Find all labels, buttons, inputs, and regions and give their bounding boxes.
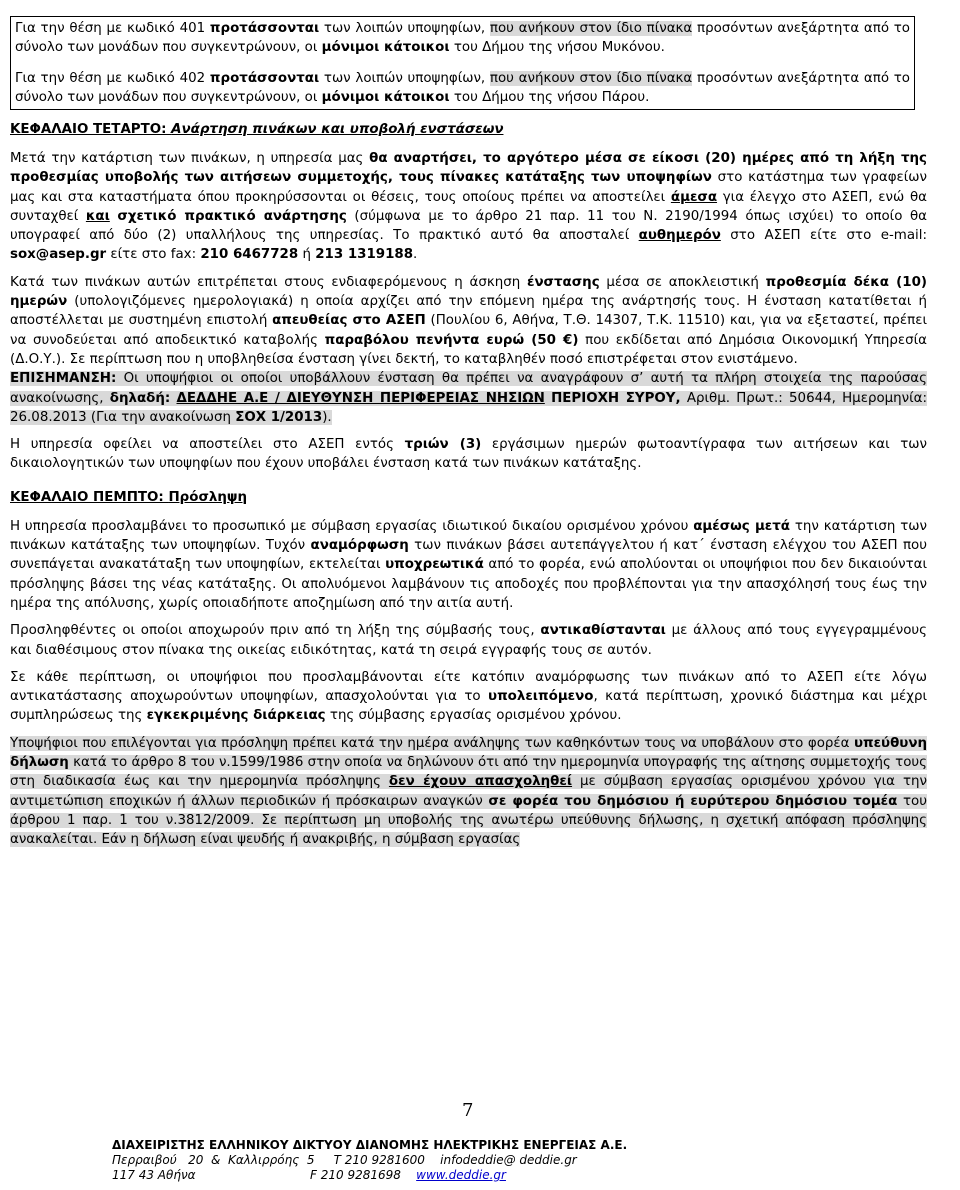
text: με άλλους από τους εγγεγραμμένους και διαθέσιμους στον πίνακα της οικείας ειδικότητας, κατά τη σειρά εγγραφής τους σε αυτόν. — [10, 623, 927, 658]
text: προθεσμία δέκα (10) ημερών — [10, 274, 928, 310]
text: του Δήμου της νήσου Πάρου. — [449, 90, 650, 105]
text: ΣΟΧ 1/2013 — [235, 409, 323, 425]
text: και — [85, 208, 110, 224]
text: αντικαθίστανται — [540, 623, 666, 639]
chapter-5-paragraph-1 — [10, 517, 927, 613]
chapter-5-paragraph-4 — [10, 734, 927, 850]
text: (υπολογιζόμενες ημερολογιακά) η οποία αρχίζει από την επόμενη ημέρα της ανάρτησής τους. Η ένσταση κατατίθεται ή αποστέλλεται με συστημένη επιστολή — [10, 294, 927, 329]
priority-401-paragraph — [15, 19, 910, 57]
text: ΚΕΦΑΛΑΙΟ ΠΕΜΠΤΟ: — [10, 489, 169, 505]
text: δεν έχουν απασχοληθεί — [388, 774, 573, 790]
text: Σε κάθε περίπτωση, οι υποψήφιοι που προσλαμβάνονται είτε κατόπιν αναμόρφωσης των πινάκων από το ΑΣΕΠ είτε λόγω αντικατάστασης αποχωρούντων υποψηφίων, απασχολούνται για το — [10, 669, 927, 705]
text: 117 43 Αθήνα F 210 9281698 — [112, 1168, 417, 1182]
text: Κατά των πινάκων αυτών επιτρέπεται στους ενδιαφερόμενους η άσκηση — [10, 274, 527, 290]
text: , κατά περίπτωση, χρονικό διάστημα και μέχρι συμπληρώσεως της — [10, 689, 927, 724]
text: είτε στο fax: — [106, 247, 201, 263]
footer-address-line-1: Περραιβού 20 & Καλλιρρόης 5 Τ 210 9281600 infodeddie@ deddie.gr — [112, 1153, 577, 1167]
text: Για την θέση με κωδικό 402 — [15, 71, 210, 86]
text: Πρόσληψη — [168, 489, 248, 505]
priority-box — [10, 16, 915, 110]
chapter-4-paragraph-1 — [10, 149, 927, 265]
text: εγκεκριμένης διάρκειας — [146, 708, 326, 724]
text: θα αναρτήσει, το αργότερο μέσα σε είκοσι (20) ημέρες από τη λήξη της προθεσμίας υποβολής των αιτήσεων συμμετοχής, τους πίνακες κατάταξης των υποψηφίων — [10, 151, 927, 186]
text: απευθείας στο ΑΣΕΠ — [272, 313, 426, 329]
text: σχετικό πρακτικό ανάρτησης — [117, 208, 347, 224]
text: Για την θέση με κωδικό 401 — [15, 21, 210, 36]
text: υπολειπόμενο — [488, 689, 594, 705]
text: που ανήκουν στον ίδιο πίνακα — [489, 71, 693, 86]
text: ή — [298, 247, 316, 263]
text: Ανάρτηση πινάκων και υποβολή ενστάσεων — [171, 122, 504, 137]
text: ΠΕΡΙΟΧΗ ΣΥΡΟΥ, — [551, 390, 681, 406]
text: αυθημερόν — [638, 228, 721, 244]
text: αμέσως μετά — [693, 518, 790, 534]
document-page — [10, 0, 927, 858]
text: άμεσα — [670, 189, 718, 205]
text: προσόντων ανεξάρτητα από το σύνολο των μονάδων που συγκεντρώνουν, οι — [15, 71, 911, 105]
text: Η υπηρεσία οφείλει να αποστείλει στο ΑΣΕΠ εντός — [10, 437, 405, 453]
text: Αριθμ. Πρωτ.: 50644, Ημερομηνία: 26.08.2013 (Για την ανακοίνωση — [10, 390, 927, 425]
chapter-4-paragraph-4 — [10, 435, 927, 474]
text: μέσα σε αποκλειστική — [599, 274, 766, 290]
chapter-5-paragraph-2 — [10, 621, 927, 660]
email-text: sox@asep.gr — [10, 247, 107, 263]
text: δηλαδή: — [109, 390, 171, 406]
chapter-5-heading — [10, 488, 927, 507]
chapter-5-paragraph-3 — [10, 668, 927, 726]
footer-organization: ΔΙΑΧΕΙΡΙΣΤΗΣ ΕΛΛΗΝΙΚΟΥ ΔΙΚΤΥΟΥ ΔΙΑΝΟΜΗΣ ΗΛΕΚΤΡΙΚΗΣ ΕΝΕΡΓΕΙΑΣ Α.Ε. — [112, 1138, 628, 1152]
text: υπεύθυνη δήλωση — [10, 735, 927, 771]
text: από το φορέα, ενώ απολύονται οι υποψήφιοι που δεν δικαιούνται πρόσληψης βάσει της νέας κατάταξης. Οι απολυόμενοι λαμβάνουν τις αποδοχές που προβλέπονται για την απασχόλησή τους έως την ημέρα της απόλυσης, χωρίς οποιαδήποτε αποζημίωση από την αιτία αυτή. — [10, 557, 927, 611]
text: μόνιμοι κάτοικοι — [321, 40, 450, 55]
priority-402-paragraph — [15, 69, 910, 107]
text: (Πουλίου 6, Αθήνα, Τ.Θ. 14307, Τ.Κ. 11510) και, για να εξεταστεί, πρέπει να συνοδεύεται από αποδεικτικό καταβολής — [10, 313, 927, 348]
chapter-4-paragraph-2 — [10, 273, 927, 369]
text: ένστασης — [526, 274, 600, 290]
text: Η υπηρεσία προσλαμβάνει το προσωπικό με σύμβαση εργασίας ιδιωτικού δικαίου ορισμένου χρόνου — [10, 518, 694, 534]
text: ). — [322, 409, 332, 425]
website-link[interactable]: www.deddie.gr — [416, 1168, 506, 1182]
text: προτάσσονται — [209, 21, 320, 36]
text: της σύμβασης εργασίας ορισμένου χρόνου. — [325, 708, 622, 724]
text: για έλεγχο στο ΑΣΕΠ, ενώ θα συνταχθεί — [10, 189, 927, 224]
text: ΚΕΦΑΛΑΙΟ ΤΕΤΑΡΤΟ: — [10, 122, 172, 137]
text: τριών (3) — [404, 437, 482, 453]
text: σε φορέα του δημόσιου ή ευρύτερου δημόσιου τομέα — [488, 793, 898, 809]
text: των λοιπών υποψηφίων, — [319, 21, 490, 36]
text: Προσληφθέντες οι οποίοι αποχωρούν πριν από τη λήξη της σύμβασής τους, — [10, 623, 541, 639]
page-number: 7 — [462, 1100, 474, 1121]
text: (σύμφωνα με το άρθρο 21 παρ. 11 του Ν. 2190/1994 όπως ισχύει) το οποίο θα υπογραφεί από δύο (2) υπαλλήλους της υπηρεσίας. Το πρακτικό αυτό θα αποσταλεί — [10, 208, 927, 244]
text: . — [413, 247, 418, 263]
text: εργάσιμων ημερών φωτοαντίγραφα των αιτήσεων και των δικαιολογητικών των υποψηφίων που έχουν υποβάλει ένσταση κατά των πινάκων κατάταξης. — [10, 437, 927, 472]
text: που εκδίδεται από Δημόσια Οικονομική Υπηρεσία (Δ.Ο.Υ.). Σε περίπτωση που η υποβληθείσα ένσταση γίνει δεκτή, το καταβληθέν ποσό επιστρέφεται στον ενιστάμενο. — [10, 332, 927, 367]
text: στο κατάστημα των γραφείων μας και στα καταστήματα όπου προκηρύσσονται οι θέσεις, τους οποίους πρέπει να αποστείλει — [10, 170, 927, 205]
text: κατά το άρθρο 8 του ν.1599/1986 στην οποία να δηλώνουν ότι από την ημερομηνία υπογραφής της αίτησης συμμετοχής τους στη διαδικασία έως και την ημερομηνία πρόσληψης — [10, 755, 927, 790]
text: στο ΑΣΕΠ είτε στο e-mail: — [720, 228, 927, 244]
text: με σύμβαση εργασίας ορισμένου χρόνου για την αντιμετώπιση εποχικών ή άλλων περιοδικών ή πρόσκαιρων αναγκών — [10, 774, 928, 809]
text: Μετά την κατάρτιση των πινάκων, η υπηρεσία μας — [10, 151, 370, 166]
text: Υποψήφιοι που επιλέγονται για πρόσληψη πρέπει κατά την ημέρα ανάληψης των καθηκόντων τους να υποβάλουν στο φορέα — [10, 735, 854, 751]
text: που ανήκουν στον ίδιο πίνακα — [489, 21, 693, 36]
fax-text: 213 1319188 — [315, 247, 414, 263]
text: Οι υποψήφιοι οι οποίοι υποβάλλουν ένσταση θα πρέπει να αναγράφουν σ’ αυτή τα πλήρη στοιχεία της παρούσας ανακοίνωσης, — [10, 371, 927, 406]
text: ΔΕΔΔΗΕ Α.Ε / ΔΙΕΥΘΥΝΣΗ ΠΕΡΙΦΕΡΕΙΑΣ ΝΗΣΙΩΝ — [176, 390, 545, 406]
page-footer — [112, 1138, 627, 1183]
footer-address-line-2 — [112, 1168, 627, 1183]
text: του Δήμου της νήσου Μυκόνου. — [449, 40, 665, 55]
text: αναμόρφωση — [310, 538, 409, 554]
text: των λοιπών υποψηφίων, — [319, 71, 490, 86]
chapter-4-notice — [10, 369, 927, 427]
chapter-4-heading — [10, 120, 927, 139]
text: μόνιμοι κάτοικοι — [321, 90, 450, 105]
text: παραβόλου πενήντα ευρώ (50 €) — [324, 332, 579, 348]
text: την κατάρτιση των πινάκων κατάταξης των υποψηφίων. Τυχόν — [10, 518, 927, 554]
text: προτάσσονται — [209, 71, 320, 86]
text: των πινάκων βάσει αυτεπάγγελτου ή κατ΄ ένσταση ελέγχου του ΑΣΕΠ που συνεπάγεται ανακατάταξη των υποψηφίων, εκτελείται — [10, 538, 927, 573]
text: του άρθρου 1 παρ. 1 του ν.3812/2009. Σε περίπτωση μη υποβολής της ανωτέρω υπεύθυνης δήλωσης, η σχετική απόφαση πρόσληψης ανακαλείται. Εάν η δήλωση είναι ψευδής ή ανακριβής, η σύμβαση εργασίας — [10, 793, 927, 848]
text: υποχρεωτικά — [385, 557, 484, 573]
text: προσόντων ανεξάρτητα από το σύνολο των μονάδων που συγκεντρώνουν, οι — [15, 21, 911, 55]
fax-text: 210 6467728 — [200, 247, 299, 263]
text: ΕΠΙΣΗΜΑΝΣΗ: — [10, 371, 117, 387]
